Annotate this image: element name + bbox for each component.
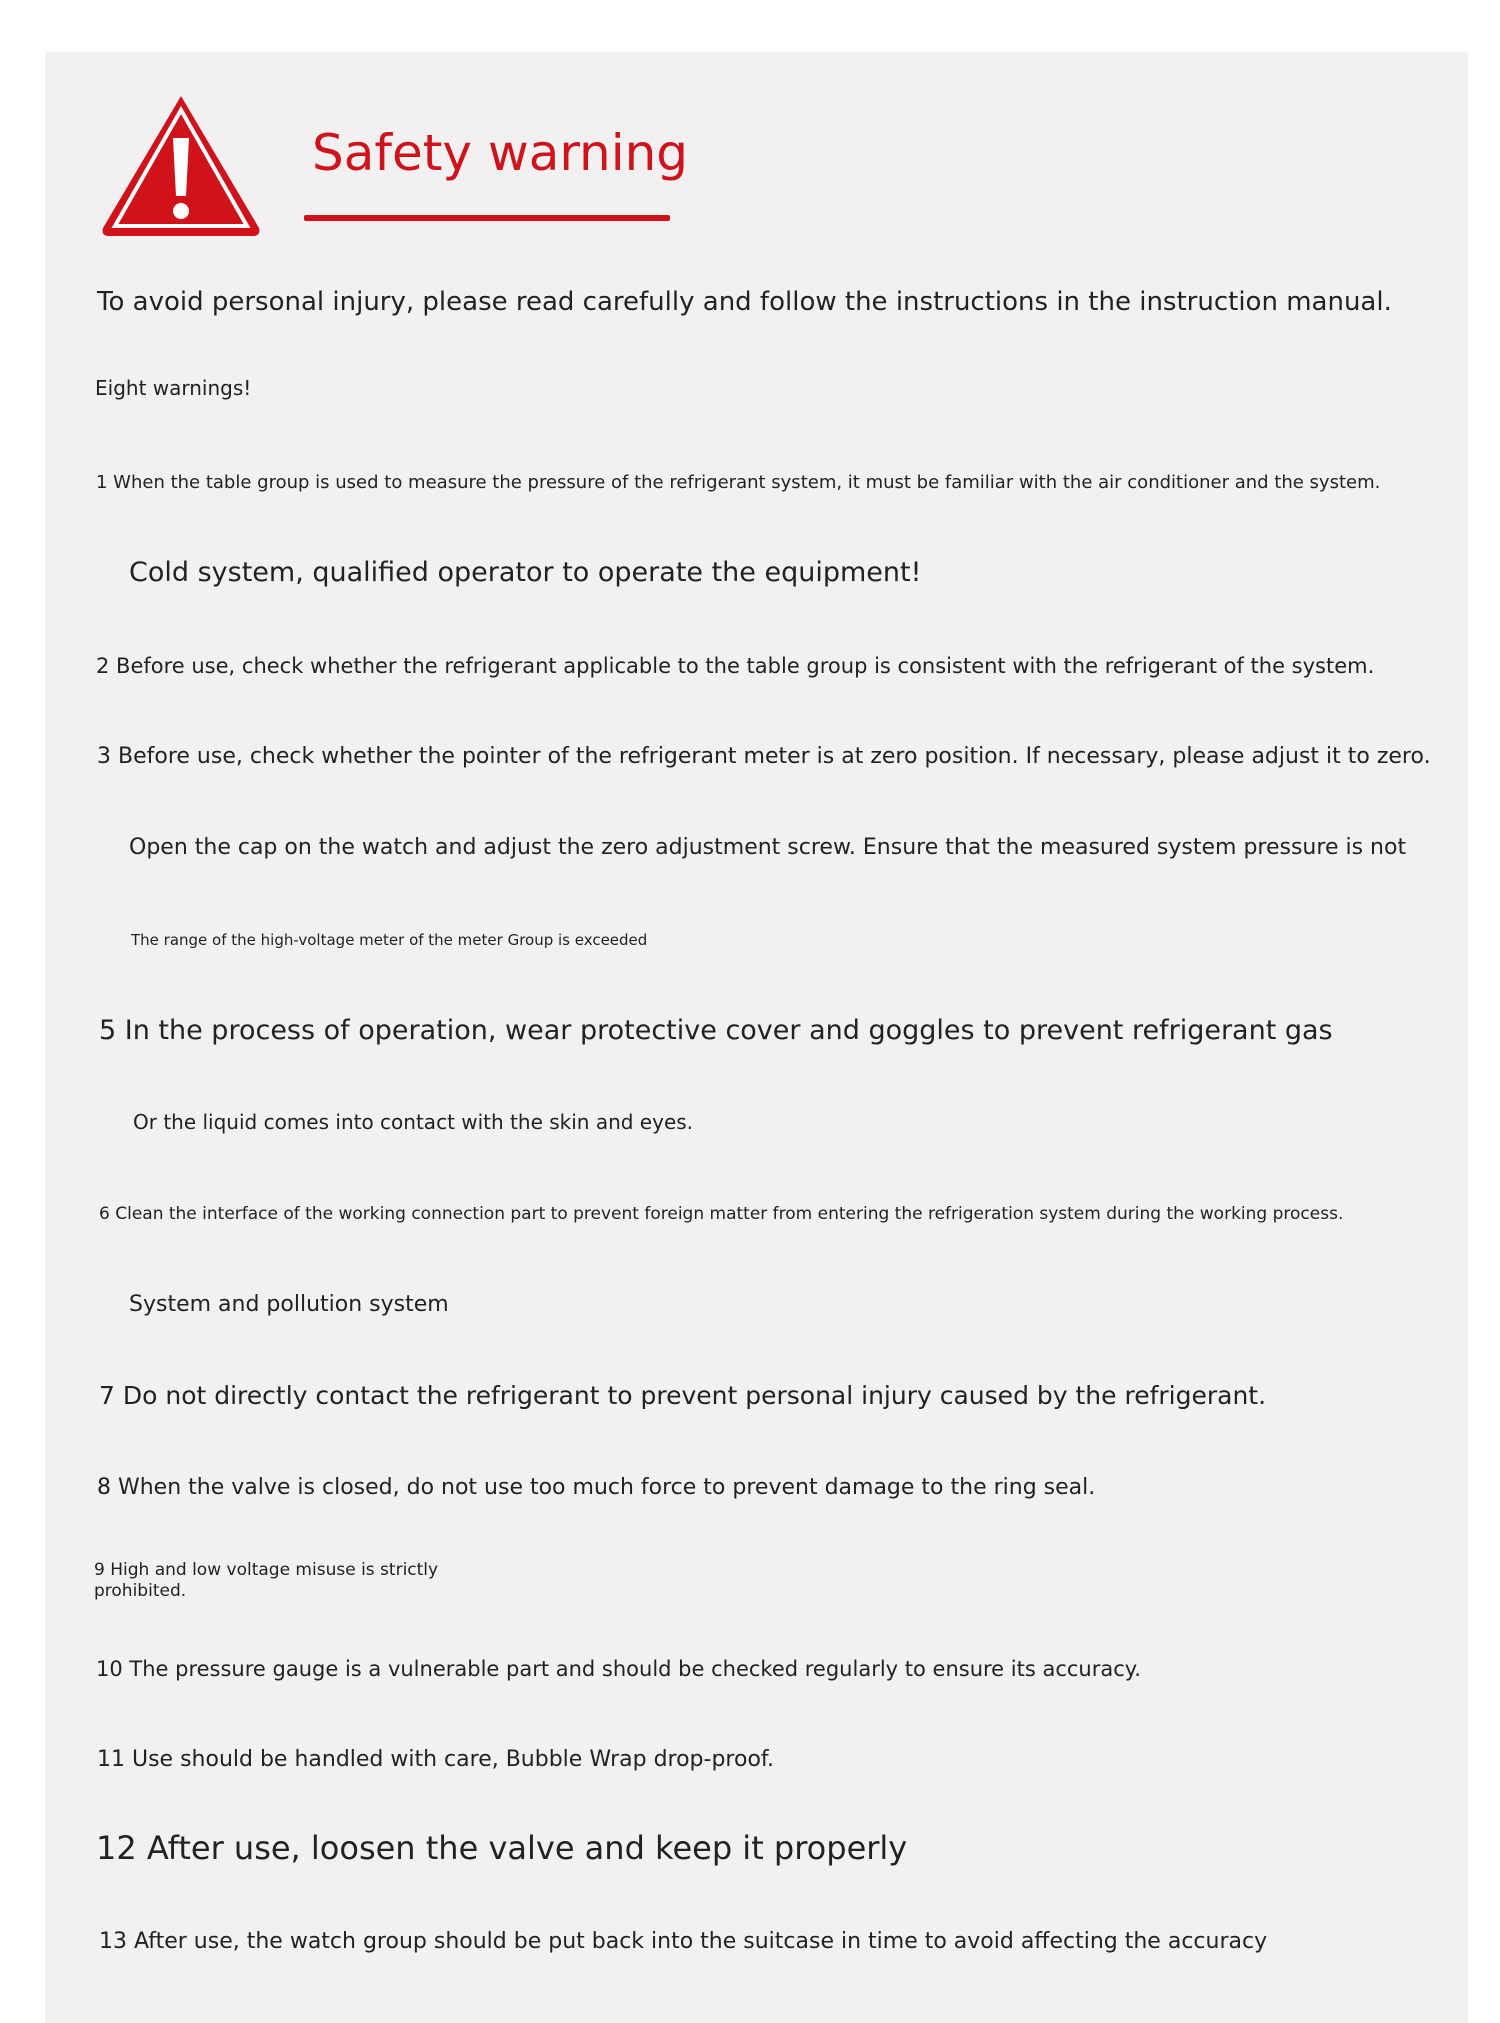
warning-line-5-continued: Or the liquid comes into contact with the skin and eyes. xyxy=(133,1110,694,1134)
warning-line-10: 10 The pressure gauge is a vulnerable part and should be checked regularly to ensure its accuracy. xyxy=(96,1657,1141,1681)
warning-line-5: 5 In the process of operation, wear protective cover and goggles to prevent refrigerant gas xyxy=(99,1015,1333,1046)
warning-line-11: 11 Use should be handled with care, Bubble Wrap drop-proof. xyxy=(97,1747,775,1772)
intro-text: To avoid personal injury, please read carefully and follow the instructions in the instruction manual. xyxy=(97,287,1392,317)
page-title: Safety warning xyxy=(312,124,689,182)
warning-line-6-continued: System and pollution system xyxy=(129,1292,449,1317)
title-underline xyxy=(304,215,670,221)
warning-line-3-continued: Open the cap on the watch and adjust the zero adjustment screw. Ensure that the measured system pressure is not xyxy=(129,835,1407,860)
warning-line-2: 2 Before use, check whether the refrigerant applicable to the table group is consistent with the refrigerant of the system. xyxy=(96,654,1375,678)
warning-line-13: 13 After use, the watch group should be put back into the suitcase in time to avoid affecting the accuracy xyxy=(99,1929,1268,1954)
warning-line-3: 3 Before use, check whether the pointer of the refrigerant meter is at zero position. If necessary, please adjust it to zero. xyxy=(97,744,1431,769)
warning-line-12: 12 After use, loosen the valve and keep it properly xyxy=(96,1829,908,1867)
warning-line-1-continued: Cold system, qualified operator to operate the equipment! xyxy=(129,557,922,588)
warning-line-7: 7 Do not directly contact the refrigerant to prevent personal injury caused by the refrigerant. xyxy=(99,1381,1267,1410)
warning-line-4: The range of the high-voltage meter of the meter Group is exceeded xyxy=(131,931,648,949)
warning-line-1: 1 When the table group is used to measure the pressure of the refrigerant system, it must be familiar with the air conditioner and the system. xyxy=(96,472,1381,493)
subheading: Eight warnings! xyxy=(95,376,252,400)
warning-line-8: 8 When the valve is closed, do not use too much force to prevent damage to the ring seal. xyxy=(97,1475,1096,1500)
warning-line-9: 9 High and low voltage misuse is strictly xyxy=(94,1560,439,1580)
warning-exclamation-dot xyxy=(173,203,189,219)
warning-line-9-continued: prohibited. xyxy=(94,1581,187,1601)
warning-triangle-icon xyxy=(97,90,265,240)
warning-line-6: 6 Clean the interface of the working connection part to prevent foreign matter from entering the refrigeration system during the working process. xyxy=(99,1204,1344,1224)
